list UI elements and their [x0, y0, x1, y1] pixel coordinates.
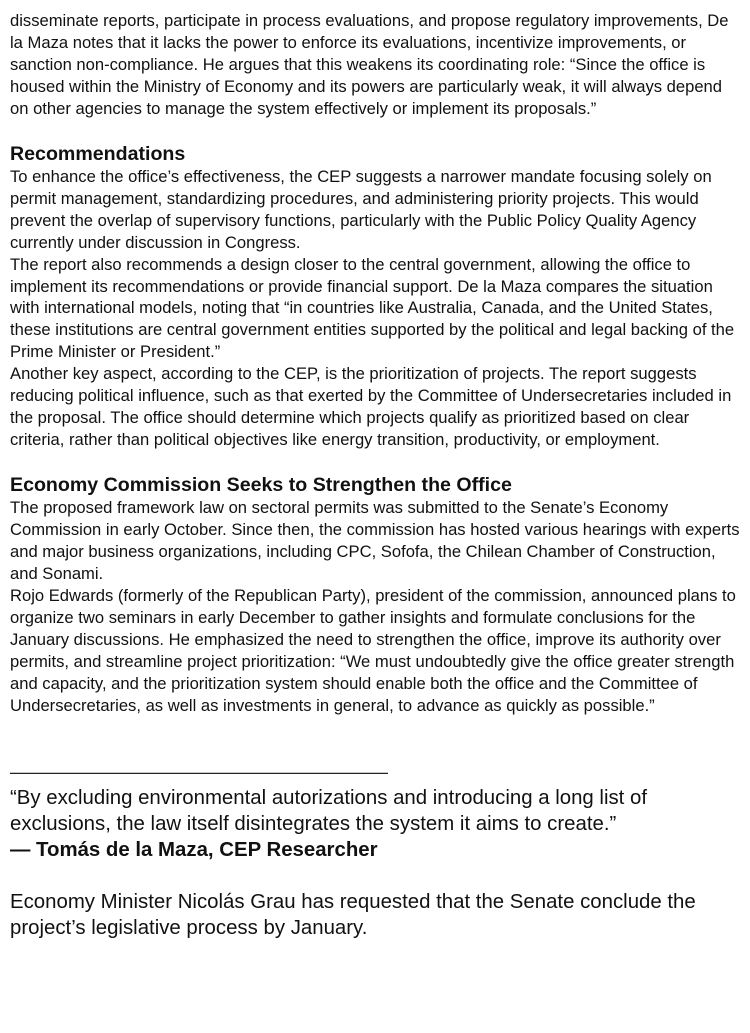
pull-quote-text: “By excluding environmental autorizations and introducing a long list of exclusions, the law itself disintegrates the system it aims to create.”	[10, 786, 648, 835]
article-body	[10, 10, 744, 941]
recommendations-paragraph-3: Another key aspect, according to the CEP, is the prioritization of projects. The report suggests reducing political influence, such as that exerted by the Committee of Undersecretaries included in the proposal. The office should determine which projects qualify as prioritized based on clear criteria, rather than political objectives like energy transition, productivity, or employment.	[10, 364, 732, 450]
recommendations-paragraph-1: To enhance the office’s effectiveness, the CEP suggests a narrower mandate focusing solely on permit management, standardizing procedures, and administering priority projects. This would prevent the overlap of supervisory functions, particularly with the Public Policy Quality Agency currently under discussion in Congress.	[10, 166, 712, 252]
recommendations-paragraph-2: The report also recommends a design closer to the central government, allowing the office to implement its recommendations or provide financial support. De la Maza compares the situation with international models, noting that “in countries like Australia, Canada, and the United States, these institutions are central government entities supported by the political and legal backing of the Prime Minister or President.”	[10, 254, 735, 362]
recommendations-heading: Recommendations	[10, 142, 186, 165]
economy-commission-paragraph-1: The proposed framework law on sectoral permits was submitted to the Senate’s Economy Commission in early October. Since then, the commission has hosted various hearings with experts and major business organizations, including CPC, Sofofa, the Chilean Chamber of Construction, and Sonami.	[10, 498, 740, 584]
economy-commission-paragraph-2: Rojo Edwards (formerly of the Republican Party), president of the commission, announced plans to organize two seminars in early December to gather insights and formulate conclusions for the January discussions. He emphasized the need to strengthen the office, improve its authority over permits, and streamline project prioritization: “We must undoubtedly give the office greater strength and capacity, and the prioritization system should enable both the office and the Committee of Undersecretaries, as well as investments in general, to advance as quickly as possible.”	[10, 585, 736, 715]
closing-paragraph: Economy Minister Nicolás Grau has requested that the Senate conclude the project’s legislative process by January.	[10, 890, 696, 939]
pull-quote-attribution: — Tomás de la Maza, CEP Researcher	[10, 838, 378, 861]
intro-paragraph: disseminate reports, participate in process evaluations, and propose regulatory improvements, De la Maza notes that it lacks the power to enforce its evaluations, incentivize improvements, or sanction non-compliance. He argues that this weakens its coordinating role: “Since the office is housed within the Ministry of Economy and its powers are particularly weak, it will always depend on other agencies to manage the system effectively or implement its proposals.”	[10, 11, 729, 118]
section-divider: —————————————————————	[10, 761, 388, 782]
economy-commission-heading: Economy Commission Seeks to Strengthen the Office	[10, 474, 512, 497]
